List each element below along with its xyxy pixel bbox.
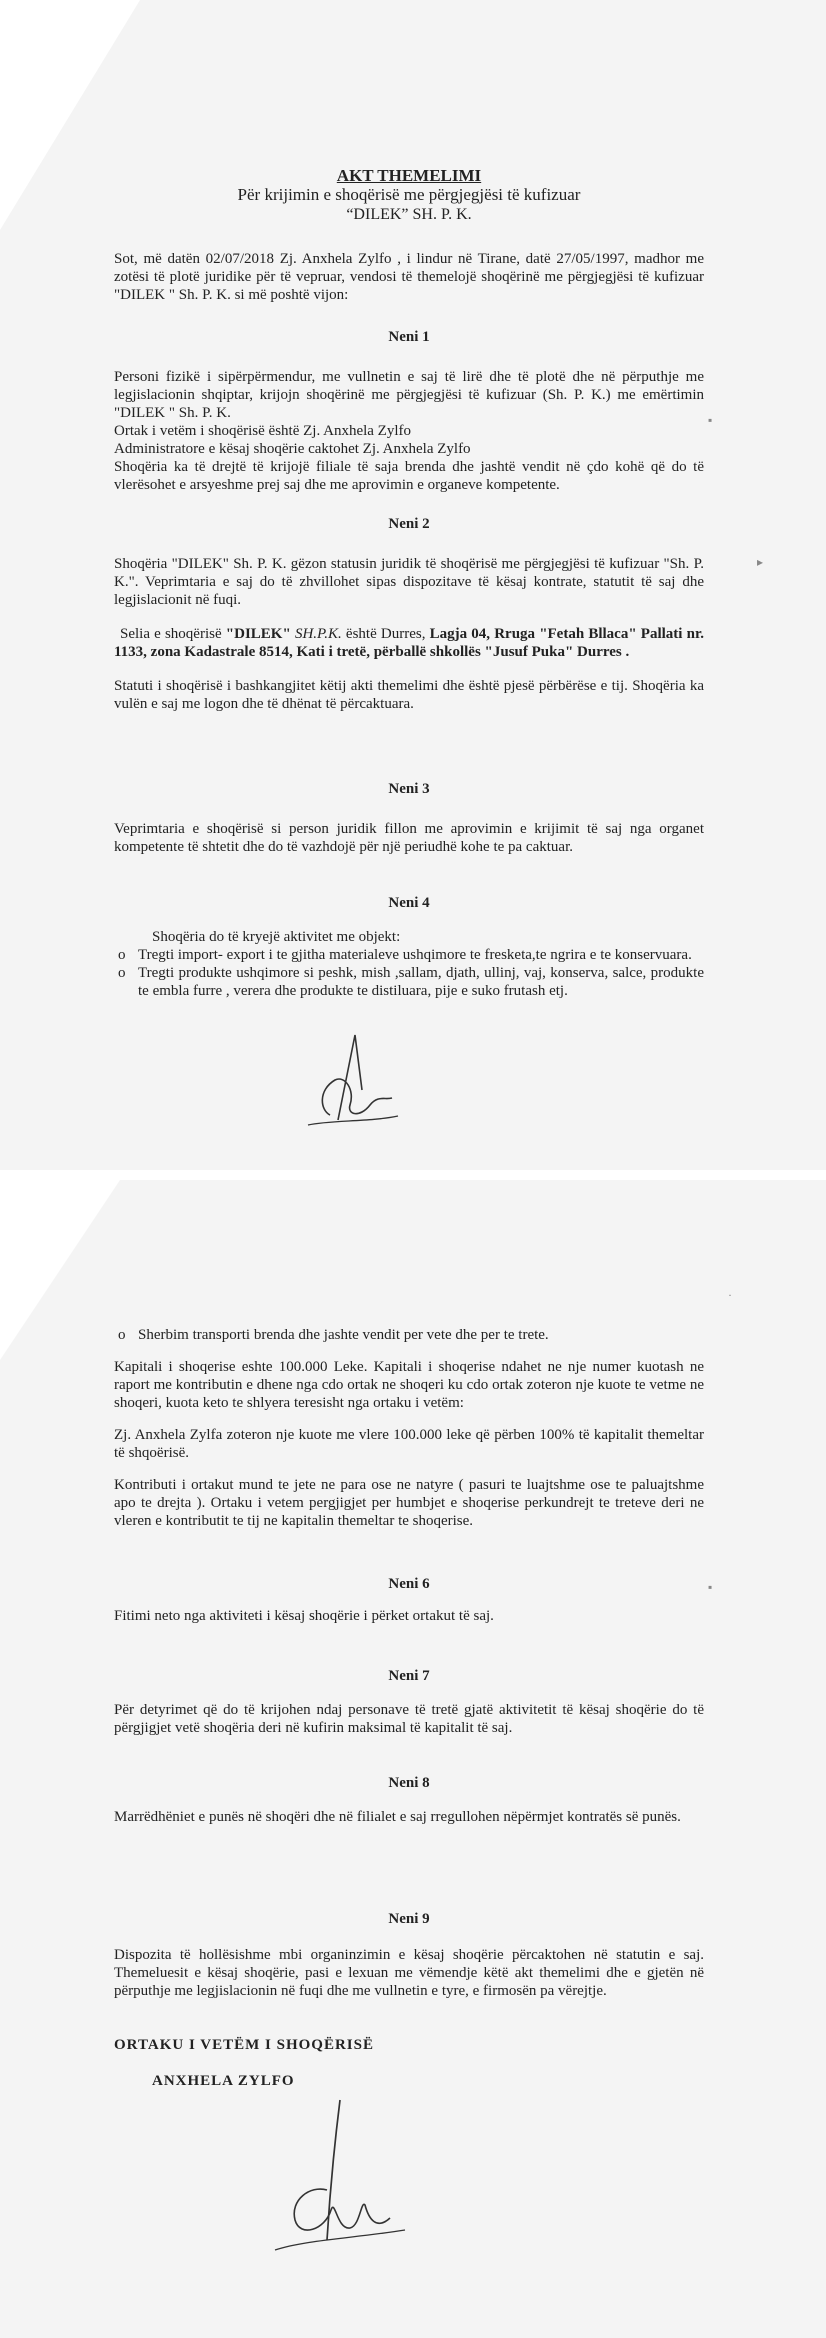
seat-handwritten-suffix: SH.P.K. <box>294 626 342 642</box>
neni9-paragraph: Dispozita të hollësishme mbi organinzimin e kësaj shoqërie përcaktohen në statutin e saj. Themeluesit e kësaj shoqërie, pasi e lexuan me vëmendje këtë akt themelimi dhe e gjetën në përputhje me legjislacionin në fuqi dhe me vullnetin e tyre, e firmosën pa vërejtje. <box>114 1947 704 1999</box>
signature-page2 <box>265 2080 415 2260</box>
neni1-filiale-line: Shoqëria ka të drejtë të krijojë filiale të saja brenda dhe jashtë vendit në çdo kohë që do të vlerësohet e arsyeshme prej saj dhe me aprovimin e organeve kompetente. <box>114 459 704 493</box>
document-subtitle-line2: “DILEK” SH. P. K. <box>346 206 472 223</box>
signature-initials-page1 <box>300 1020 410 1130</box>
neni7-heading: Neni 7 <box>388 1668 430 1684</box>
signatory-name: ANXHELA ZYLFO <box>152 2073 295 2089</box>
neni2-seat-paragraph <box>114 625 704 661</box>
neni6-paragraph: Fitimi neto nga aktiviteti i kësaj shoqërie i përket ortakut të saj. <box>114 1608 494 1624</box>
activity-list-continued <box>114 1326 704 1344</box>
page-corner-shadow <box>0 1180 120 1360</box>
document-title: AKT THEMELIMI <box>336 166 482 185</box>
page1-header <box>114 167 704 225</box>
neni4-section <box>114 894 704 1000</box>
bullet-marker: o <box>118 965 126 981</box>
page2-transport-item-block <box>114 1326 704 1344</box>
neni7-section <box>114 1667 704 1737</box>
neni1-admin-line: Administratore e kësaj shoqërie caktohet Zj. Anxhela Zylfo <box>114 441 471 457</box>
activity-list <box>114 946 704 1000</box>
neni2-statute-paragraph: Statuti i shoqërisë i bashkangjitet këtij akti themelimi dhe është pjesë përbërëse e tij. Shoqëria ka vulën e saj me logon dhe të dhënat të përcaktuara. <box>114 678 704 712</box>
document-page-2 <box>0 1180 826 2338</box>
neni3-paragraph: Veprimtaria e shoqërisë si person juridik fillon me aprovimin e krijimit të saj nga organet kompetente të shtetit dhe do të vazhdojë për një periudhë kohe te pa caktuar. <box>114 821 704 855</box>
neni6-heading: Neni 6 <box>388 1576 430 1592</box>
seat-address: Lagja 04, Rruga "Fetah Bllaca" Pallati nr. 1133, zona Kadastrale 8514, Kati i tretë, përballë shkollës "Jusuf Puka" Durres . <box>114 626 704 660</box>
seat-mid: është Durres, <box>341 626 430 642</box>
intro-paragraph: Sot, më datën 02/07/2018 Zj. Anxhela Zylfo , i lindur në Tirane, datë 27/05/1997, madhor me zotësi të plotë juridike për të vepruar, vendosi të themelojë shoqërinë me përgjegjësi të kufizuar "DILEK " Sh. P. K. si më poshtë vijon: <box>114 251 704 303</box>
neni4-heading: Neni 4 <box>388 895 430 911</box>
neni3-section <box>114 780 704 856</box>
seat-prefix: Selia e shoqërisë <box>120 626 226 642</box>
neni1-paragraph: Personi fizikë i sipërpërmendur, me vullnetin e saj të lirë dhe të plotë dhe në përputhje me legjislacionin shqiptar, krijojn shoqërinë me përgjegjësi të kufizuar (Sh. P. K.) me emërtimin "DILEK " Sh. P. K. <box>114 369 704 421</box>
capital-paragraph-3: Kontributi i ortakut mund te jete ne para ose ne natyre ( pasuri te luajtshme ose te paluajtshme apo te drejta ). Ortaku i vetem pergjigjet per humbjet e shoqerise perkundrejt te treteve deri ne vleren e kontributit te tij ne kapitalin themeltar te shoqerise. <box>114 1477 704 1529</box>
neni1-partner-line: Ortak i vetëm i shoqërisë është Zj. Anxhela Zylfo <box>114 423 412 439</box>
scan-mark: ▸ <box>757 555 764 569</box>
neni2-paragraph: Shoqëria "DILEK" Sh. P. K. gëzon statusin juridik të shoqërisë me përgjegjësi të kufizuar "Sh. P. K.". Veprimtaria e saj do të zhvillohet sipas dispozitave të kësaj kontrate, statutit të saj dhe legjislacionit në fuqi. <box>114 556 704 608</box>
neni1-heading: Neni 1 <box>388 329 430 345</box>
scan-mark: ▪ <box>708 1580 713 1594</box>
bullet-marker: o <box>118 1327 126 1343</box>
neni2-section <box>114 515 704 713</box>
list-item <box>118 964 704 1000</box>
activity-item-2: Tregti produkte ushqimore si peshk, mish ,sallam, djath, ullinj, vaj, konserva, salce, produkte te embla furre , verera dhe produkte te distiluara, pije e suko frutash etj. <box>138 965 704 999</box>
activity-item-1: Tregti import- export i te gjitha materialeve ushqimore te fresketa,te ngrira e te konservuara. <box>138 947 692 963</box>
neni9-section <box>114 1910 704 2000</box>
neni9-heading: Neni 9 <box>388 1911 430 1927</box>
neni3-heading: Neni 3 <box>388 781 430 797</box>
signatory-role: ORTAKU I VETËM I SHOQËRISË <box>114 2037 374 2053</box>
capital-paragraph-2: Zj. Anxhela Zylfa zoteron nje kuote me vlere 100.000 leke që përben 100% të kapitalit themeltar të shqoërisë. <box>114 1427 704 1461</box>
neni2-heading: Neni 2 <box>388 516 430 532</box>
neni6-section <box>114 1575 704 1625</box>
document-subtitle-line1: Për krijimin e shoqërisë me përgjegjësi të kufizuar <box>237 185 581 204</box>
neni8-heading: Neni 8 <box>388 1775 430 1791</box>
scan-mark: ▪ <box>708 413 713 427</box>
neni7-paragraph: Për detyrimet që do të krijohen ndaj personave të tretë gjatë aktivitetit të kësaj shoqërie do të përgjigjet vetë shoqëria deri në kufirin maksimal të kapitalit të saj. <box>114 1702 704 1736</box>
intro-paragraph-block <box>114 250 704 304</box>
activity-item-3: Sherbim transporti brenda dhe jashte vendit per vete dhe per te trete. <box>138 1327 549 1343</box>
capital-paragraph-1: Kapitali i shoqerise eshte 100.000 Leke. Kapitali i shoqerise ndahet ne nje numer kuotash ne raport me kontributin e dhene nga cdo ortak ne shoqeri ku cdo ortak zoteron nje kuote te vetme ne shoqeri, kuota keto te shlyera teresisht nga ortaku i vetëm: <box>114 1359 704 1411</box>
seat-company-name: "DILEK" <box>225 626 291 642</box>
neni1-section <box>114 328 704 494</box>
list-item <box>118 946 704 964</box>
page-gap <box>0 1170 826 1180</box>
scan-mark: · <box>728 1288 732 1302</box>
bullet-marker: o <box>118 947 126 963</box>
capital-section <box>114 1358 704 1530</box>
neni8-paragraph: Marrëdhëniet e punës në shoqëri dhe në filialet e saj rregullohen nëpërmjet kontratës së punës. <box>114 1809 681 1825</box>
neni8-section <box>114 1774 704 1826</box>
neni4-intro: Shoqëria do të kryejë aktivitet me objekt: <box>152 929 401 945</box>
list-item <box>118 1326 704 1344</box>
